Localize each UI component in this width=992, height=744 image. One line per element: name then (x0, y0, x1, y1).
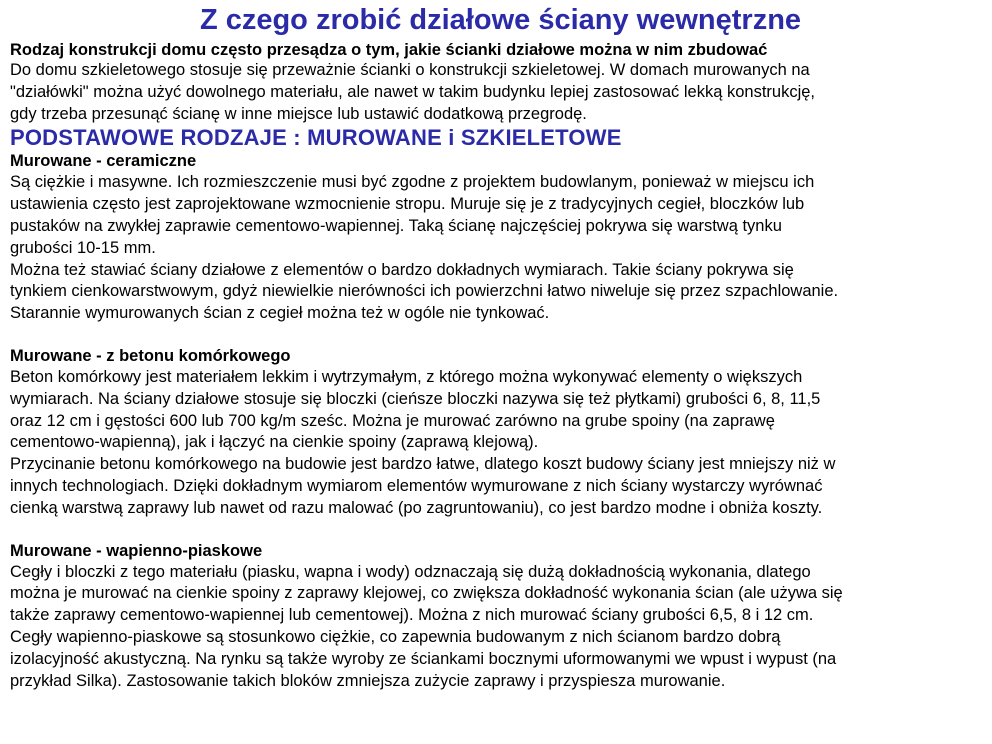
section-aerated-concrete-heading: Murowane - z betonu komórkowego (10, 346, 291, 365)
section-aerated-concrete-paragraph-2: Przycinanie betonu komórkowego na budowie jest bardzo łatwe, dlatego koszt budowy ściany jest mniejszy niż w innych technologiach. Dzięki dokładnym wymiarom elementów wymurowane z nich ściany wystarczy wyrównać cienką warstwą zaprawy lub nawet od razu malować (po zagruntowaniu), co jest bardzo modne i obniża koszty. (10, 455, 836, 517)
intro-heading: Rodzaj konstrukcji domu często przesądza o tym, jakie ścianki działowe można w nim zbudować (10, 41, 768, 59)
section-heading: PODSTAWOWE RODZAJE : MUROWANE i SZKIELETOWE (10, 125, 622, 151)
section-ceramic-paragraph-1: Są ciężkie i masywne. Ich rozmieszczenie musi być zgodne z projektem budowlanym, ponieważ w miejscu ich ustawienia często jest zaprojektowane wzmocnienie stropu. Muruje się je z tradycyjnych cegieł, bloczków lub pustaków na zwykłej zaprawie cementowo-wapiennej. Taką ścianę najczęściej pokrywa się warstwą tynku grubości 10-15 mm. (10, 173, 815, 257)
section-ceramic (10, 151, 985, 325)
section-ceramic-paragraph-2: Można też stawiać ściany działowe z elementów o bardzo dokładnych wymiarach. Takie ściany pokrywa się tynkiem cienkowarstwowym, gdyż niewielkie nierówności ich powierzchni łatwo niweluje się przez szpachlowanie. Starannie wymurowanych ścian z cegieł można też w ogóle nie tynkować. (10, 260, 839, 323)
section-sand-lime-paragraph-1: Cegły i bloczki z tego materiału (piasku, wapna i wody) odznaczają się dużą dokładnością wykonania, dlatego można je murować na cienkie spoiny z zaprawy klejowej, co zwiększa dokładność wykonania ścian (ale używa się także zaprawy cementowo-wapiennej lub cementowej). Można z nich murować ściany grubości 6,5, 8 i 12 cm. Cegły wapienno-piaskowe są stosunkowo ciężkie, co zapewnia budowanym z nich ścianom bardzo dobrą izolacyjność akustyczną. Na rynku są także wyroby ze ściankami bocznymi uformowanymi we wpust i wypust (na przykład Silka). Zastosowanie takich bloków zmniejsza zużycie zaprawy i przyspiesza murowanie. (10, 562, 843, 690)
section-aerated-concrete (10, 346, 985, 520)
intro-paragraph: Do domu szkieletowego stosuje się przeważnie ścianki o konstrukcji szkieletowej. W domach murowanych na "działówki" można użyć dowolnego materiału, ale nawet w takim budynku lepiej zastosować lekką konstrukcję, gdy trzeba przesunąć ścianę w inne miejsce lub ustawić dodatkową przegrodę. (10, 61, 816, 123)
spacer (10, 325, 985, 346)
section-sand-lime (10, 541, 985, 693)
section-aerated-concrete-paragraph-1: Beton komórkowy jest materiałem lekkim i wytrzymałym, z którego można wykonywać elementy o większych wymiarach. Na ściany działowe stosuje się bloczki (cieńsze bloczki nazywa się też płytkami) grubości 6, 8, 11,5 oraz 12 cm i gęstości 600 lub 700 kg/m sześc. Można je murować zarówno na grube spoiny (na zaprawę cementowo-wapienną), jak i łączyć na cienkie spoiny (zaprawą klejową). (10, 367, 821, 452)
document-page (10, 2, 985, 692)
section-ceramic-heading: Murowane - ceramiczne (10, 152, 197, 171)
page-title: Z czego zrobić działowe ściany wewnętrzne (199, 4, 802, 36)
section-sand-lime-heading: Murowane - wapienno-piaskowe (10, 541, 263, 560)
spacer (10, 520, 985, 541)
